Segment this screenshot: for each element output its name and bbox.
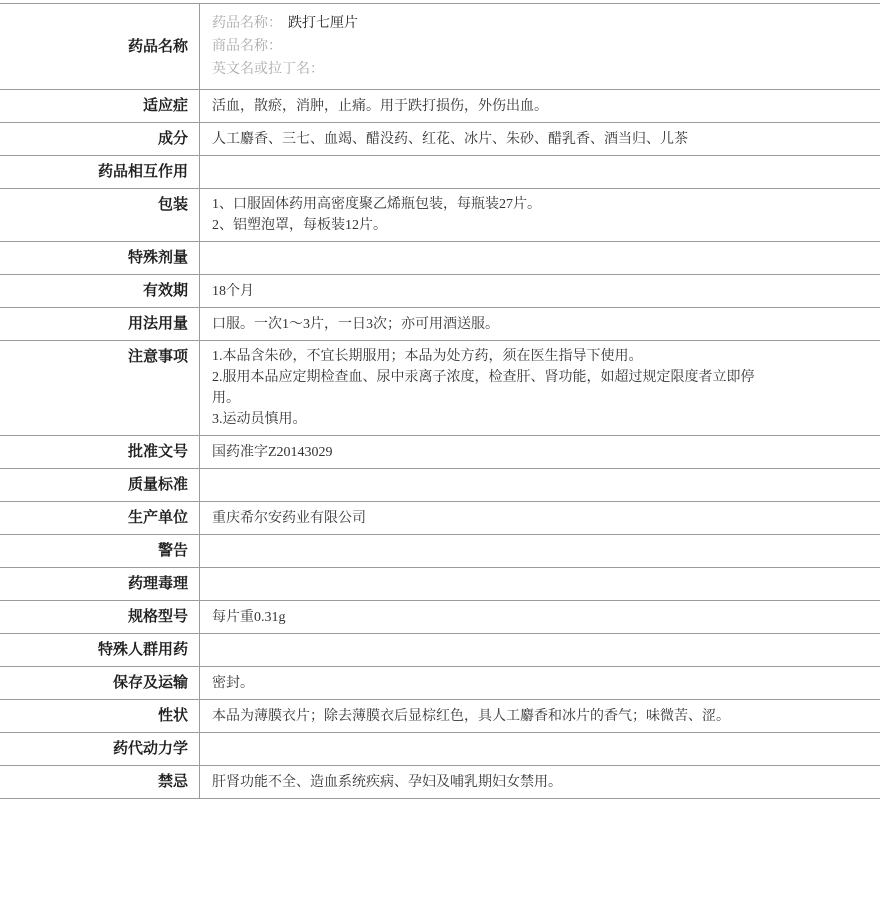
- row-value-contraindications: [200, 766, 880, 798]
- value-line: 活血，散瘀，消肿，止痛。用于跌打损伤，外伤出血。: [212, 98, 548, 114]
- row-value-approval-number: [200, 436, 880, 468]
- row-value-packaging: [200, 189, 880, 241]
- table-row-contraindications: [0, 766, 880, 799]
- row-value-drug-interactions: [200, 156, 880, 188]
- row-label-quality-standard: 质量标准: [0, 469, 200, 501]
- row-value-storage-transport: [200, 667, 880, 699]
- table-row-manufacturer: [0, 502, 880, 535]
- row-label-shelf-life: 有效期: [0, 275, 200, 307]
- value-line: 3.运动员慎用。: [212, 412, 307, 427]
- row-label-ingredients: 成分: [0, 123, 200, 155]
- table-row-special-dosage: [0, 242, 880, 275]
- row-value-special-dosage: [200, 242, 880, 274]
- field-label: 英文名或拉丁名：: [212, 62, 324, 77]
- drug-info-page: [0, 3, 880, 923]
- row-value-pharmacokinetics: [200, 733, 880, 765]
- row-value-ingredients: [200, 123, 880, 155]
- row-label-special-populations: 特殊人群用药: [0, 634, 200, 666]
- table-row-pharmacokinetics: [0, 733, 880, 766]
- value-line: 2.服用本品应定期检查血、尿中汞离子浓度，检查肝、肾功能，如超过规定限度者立即停用。: [212, 370, 755, 406]
- table-row-precautions: [0, 341, 880, 436]
- value-line: 国药准字Z20143029: [212, 444, 333, 460]
- row-label-dosage-usage: 用法用量: [0, 308, 200, 340]
- row-value-drug-name: [200, 4, 880, 89]
- row-value-description: [200, 700, 880, 732]
- row-value-manufacturer: [200, 502, 880, 534]
- table-row-pharmacology-toxicology: [0, 568, 880, 601]
- value-line: 人工麝香、三七、血竭、醋没药、红花、冰片、朱砂、醋乳香、酒当归、儿茶: [212, 131, 688, 147]
- name-field-line: [212, 35, 872, 58]
- row-label-pharmacology-toxicology: 药理毒理: [0, 568, 200, 600]
- table-row-specification: [0, 601, 880, 634]
- table-row-packaging: [0, 189, 880, 242]
- name-field-line: [212, 58, 872, 81]
- row-value-specification: [200, 601, 880, 633]
- field-label: 商品名称：: [212, 39, 282, 54]
- row-label-drug-interactions: 药品相互作用: [0, 156, 200, 188]
- table-row-warning: [0, 535, 880, 568]
- table-row-ingredients: [0, 123, 880, 156]
- table-row-description: [0, 700, 880, 733]
- row-value-precautions: [200, 341, 880, 435]
- value-line: 本品为薄膜衣片；除去薄膜衣后显棕红色，具人工麝香和冰片的香气；味微苦、涩。: [212, 708, 730, 724]
- row-label-storage-transport: 保存及运输: [0, 667, 200, 699]
- row-value-quality-standard: [200, 469, 880, 501]
- row-label-description: 性状: [0, 700, 200, 732]
- table-row-approval-number: [0, 436, 880, 469]
- row-label-manufacturer: 生产单位: [0, 502, 200, 534]
- row-value-special-populations: [200, 634, 880, 666]
- row-label-drug-name: 药品名称: [0, 4, 200, 89]
- table-row-drug-name: [0, 4, 880, 90]
- row-label-indications: 适应症: [0, 90, 200, 122]
- name-field-line: [212, 12, 872, 35]
- value-line: 2、铝塑泡罩，每板装12片。: [212, 218, 387, 233]
- value-line: 重庆希尔安药业有限公司: [212, 510, 366, 526]
- field-label: 药品名称：: [212, 16, 282, 31]
- table-row-dosage-usage: [0, 308, 880, 341]
- row-label-precautions: 注意事项: [0, 341, 200, 435]
- table-row-special-populations: [0, 634, 880, 667]
- row-label-special-dosage: 特殊剂量: [0, 242, 200, 274]
- row-label-contraindications: 禁忌: [0, 766, 200, 798]
- table-row-indications: [0, 90, 880, 123]
- value-line: 1、口服固体药用高密度聚乙烯瓶包装，每瓶装27片。: [212, 197, 541, 212]
- value-line: 1.本品含朱砂，不宜长期服用；本品为处方药，须在医生指导下使用。: [212, 349, 643, 364]
- row-value-shelf-life: [200, 275, 880, 307]
- value-line: 口服。一次1～3片，一日3次；亦可用酒送服。: [212, 316, 499, 332]
- value-line: 每片重0.31g: [212, 609, 286, 625]
- drug-info-table: [0, 3, 880, 799]
- row-value-warning: [200, 535, 880, 567]
- table-row-drug-interactions: [0, 156, 880, 189]
- row-label-warning: 警告: [0, 535, 200, 567]
- field-value: 跌打七厘片: [288, 16, 358, 31]
- row-label-approval-number: 批准文号: [0, 436, 200, 468]
- row-label-packaging: 包装: [0, 189, 200, 241]
- row-value-indications: [200, 90, 880, 122]
- row-value-dosage-usage: [200, 308, 880, 340]
- row-value-pharmacology-toxicology: [200, 568, 880, 600]
- row-label-specification: 规格型号: [0, 601, 200, 633]
- table-row-quality-standard: [0, 469, 880, 502]
- table-row-shelf-life: [0, 275, 880, 308]
- value-line: 18个月: [212, 283, 254, 299]
- table-row-storage-transport: [0, 667, 880, 700]
- value-line: 密封。: [212, 675, 254, 691]
- value-line: 肝肾功能不全、造血系统疾病、孕妇及哺乳期妇女禁用。: [212, 774, 562, 790]
- row-label-pharmacokinetics: 药代动力学: [0, 733, 200, 765]
